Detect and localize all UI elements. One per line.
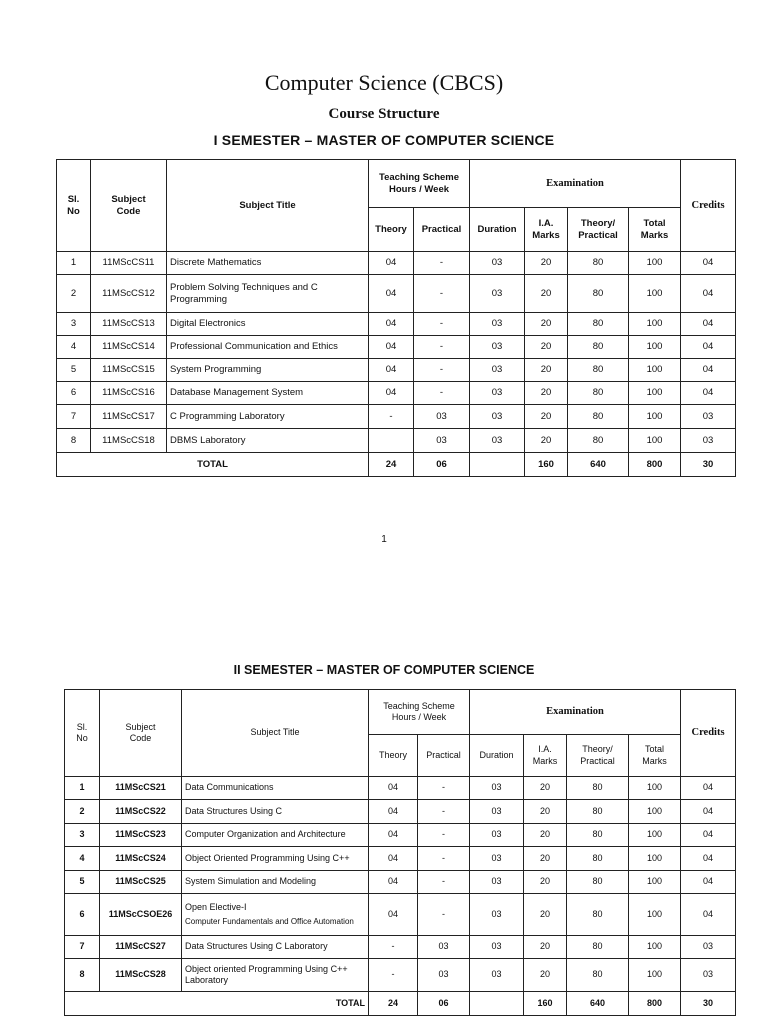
semester-1-heading: I SEMESTER – MASTER OF COMPUTER SCIENCE xyxy=(213,132,555,148)
cell-ia: 20 xyxy=(525,252,568,275)
header-practical: Practical xyxy=(418,735,470,777)
cell-code: 11MScCS25 xyxy=(100,871,182,894)
cell-total: 100 xyxy=(629,382,681,405)
cell-tp: 80 xyxy=(568,359,629,382)
cell-code: 11MScCS13 xyxy=(91,313,167,336)
total-practical: 06 xyxy=(418,992,470,1016)
cell-credits: 04 xyxy=(681,359,736,382)
table-row xyxy=(65,936,736,959)
cell-credits: 04 xyxy=(681,847,736,871)
total-marks: 800 xyxy=(629,453,681,477)
header-practical: Practical xyxy=(414,208,470,252)
header-credits: Credits xyxy=(681,690,736,777)
semester-2-header xyxy=(65,690,736,777)
cell-practical: 03 xyxy=(414,429,470,453)
cell-total: 100 xyxy=(629,359,681,382)
cell-tp: 80 xyxy=(568,336,629,359)
header-theory-practical: Theory/ Practical xyxy=(567,735,629,777)
header-theory: Theory xyxy=(369,735,418,777)
cell-tp: 80 xyxy=(568,313,629,336)
document-title: Computer Science (CBCS) xyxy=(264,70,504,95)
cell-ia: 20 xyxy=(524,777,567,800)
header-ia-marks: I.A. Marks xyxy=(524,735,567,777)
cell-credits: 04 xyxy=(681,824,736,847)
header-ia-marks: I.A. Marks xyxy=(525,208,568,252)
cell-sl: 1 xyxy=(57,252,91,275)
semester-2-table xyxy=(64,689,736,1016)
total-practical: 06 xyxy=(414,453,470,477)
table-row xyxy=(65,800,736,824)
cell-practical: - xyxy=(414,382,470,405)
header-sl-no: Sl. No xyxy=(65,690,100,777)
cell-sl: 6 xyxy=(57,382,91,405)
cell-code: 11MScCS21 xyxy=(100,777,182,800)
header-total-marks: Total Marks xyxy=(629,735,681,777)
header-subject-title: Subject Title xyxy=(182,690,369,777)
cell-credits: 04 xyxy=(681,777,736,800)
cell-credits: 03 xyxy=(681,405,736,429)
total-credits: 30 xyxy=(681,453,736,477)
table-row xyxy=(57,429,736,453)
cell-theory: 04 xyxy=(369,313,414,336)
cell-tp: 80 xyxy=(567,847,629,871)
table-row xyxy=(57,313,736,336)
cell-theory: 04 xyxy=(369,359,414,382)
cell-total: 100 xyxy=(629,405,681,429)
header-sl-no: Sl. No xyxy=(57,160,91,252)
cell-theory: 04 xyxy=(369,777,418,800)
total-ia: 160 xyxy=(525,453,568,477)
cell-credits: 04 xyxy=(681,275,736,313)
cell-duration: 03 xyxy=(470,336,525,359)
cell-tp: 80 xyxy=(568,405,629,429)
cell-credits: 04 xyxy=(681,382,736,405)
cell-code: 11MScCS22 xyxy=(100,800,182,824)
header-examination: Examination xyxy=(470,690,681,735)
cell-ia: 20 xyxy=(524,824,567,847)
cell-tp: 80 xyxy=(567,777,629,800)
header-teaching-scheme: Teaching Scheme Hours / Week xyxy=(369,160,470,208)
cell-theory: - xyxy=(369,936,418,959)
cell-duration: 03 xyxy=(470,313,525,336)
cell-theory: - xyxy=(369,405,414,429)
cell-practical: - xyxy=(414,252,470,275)
page-number: 1 xyxy=(381,534,387,545)
table-row xyxy=(57,336,736,359)
table-row xyxy=(57,252,736,275)
cell-title: Object oriented Programming Using C++ Laboratory xyxy=(182,959,369,992)
cell-title: Open Elective-I Computer Fundamentals and Office Automation xyxy=(182,894,369,936)
cell-duration: 03 xyxy=(470,894,524,936)
cell-practical: - xyxy=(418,894,470,936)
cell-ia: 20 xyxy=(525,336,568,359)
cell-duration: 03 xyxy=(470,405,525,429)
cell-tp: 80 xyxy=(567,936,629,959)
cell-title: Data Communications xyxy=(182,777,369,800)
cell-duration: 03 xyxy=(470,824,524,847)
cell-sl: 4 xyxy=(57,336,91,359)
cell-sl: 7 xyxy=(57,405,91,429)
cell-theory: 04 xyxy=(369,800,418,824)
cell-sl: 8 xyxy=(65,959,100,992)
cell-sl: 2 xyxy=(57,275,91,313)
semester-1-footer xyxy=(57,453,736,477)
cell-duration: 03 xyxy=(470,252,525,275)
cell-sl: 5 xyxy=(65,871,100,894)
cell-duration: 03 xyxy=(470,382,525,405)
cell-title: Digital Electronics xyxy=(167,313,369,336)
cell-theory: 04 xyxy=(369,336,414,359)
cell-total: 100 xyxy=(629,824,681,847)
total-marks: 800 xyxy=(629,992,681,1016)
cell-sl: 1 xyxy=(65,777,100,800)
cell-credits: 04 xyxy=(681,336,736,359)
total-theory-practical: 640 xyxy=(568,453,629,477)
cell-duration: 03 xyxy=(470,959,524,992)
cell-ia: 20 xyxy=(525,275,568,313)
total-ia: 160 xyxy=(524,992,567,1016)
cell-code: 11MScCS24 xyxy=(100,847,182,871)
cell-theory: 04 xyxy=(369,847,418,871)
table-row xyxy=(57,275,736,313)
cell-code: 11MScCS11 xyxy=(91,252,167,275)
cell-tp: 80 xyxy=(568,382,629,405)
cell-duration: 03 xyxy=(470,871,524,894)
header-subject-code: Subject Code xyxy=(91,160,167,252)
table-row xyxy=(57,405,736,429)
cell-practical: - xyxy=(418,824,470,847)
header-theory-practical: Theory/ Practical xyxy=(568,208,629,252)
semester-1-body xyxy=(57,252,736,453)
cell-title: System Programming xyxy=(167,359,369,382)
cell-ia: 20 xyxy=(525,313,568,336)
cell-total: 100 xyxy=(629,936,681,959)
cell-tp: 80 xyxy=(567,871,629,894)
cell-title: Data Structures Using C xyxy=(182,800,369,824)
cell-code: 11MScCS14 xyxy=(91,336,167,359)
cell-theory: 04 xyxy=(369,894,418,936)
cell-tp: 80 xyxy=(567,800,629,824)
cell-credits: 03 xyxy=(681,936,736,959)
table-row xyxy=(57,382,736,405)
cell-ia: 20 xyxy=(524,894,567,936)
cell-tp: 80 xyxy=(568,429,629,453)
total-duration xyxy=(470,992,524,1016)
table-row xyxy=(65,871,736,894)
cell-duration: 03 xyxy=(470,429,525,453)
header-teaching-scheme: Teaching Scheme Hours / Week xyxy=(369,690,470,735)
table-row xyxy=(57,359,736,382)
cell-theory: 04 xyxy=(369,252,414,275)
semester-2-body xyxy=(65,777,736,992)
cell-title: Problem Solving Techniques and C Programming xyxy=(167,275,369,313)
semester-1-table xyxy=(56,159,736,477)
cell-duration: 03 xyxy=(470,800,524,824)
cell-practical: - xyxy=(418,847,470,871)
cell-total: 100 xyxy=(629,313,681,336)
cell-code: 11MScCS27 xyxy=(100,936,182,959)
cell-credits: 04 xyxy=(681,871,736,894)
cell-code: 11MScCS17 xyxy=(91,405,167,429)
table-row xyxy=(65,959,736,992)
cell-sl: 6 xyxy=(65,894,100,936)
cell-title: System Simulation and Modeling xyxy=(182,871,369,894)
header-duration: Duration xyxy=(470,208,525,252)
cell-ia: 20 xyxy=(525,382,568,405)
cell-practical: - xyxy=(418,871,470,894)
total-label: TOTAL xyxy=(57,453,369,477)
cell-ia: 20 xyxy=(525,405,568,429)
semester-1-header xyxy=(57,160,736,252)
cell-code: 11MScCS28 xyxy=(100,959,182,992)
cell-total: 100 xyxy=(629,336,681,359)
cell-code: 11MScCS18 xyxy=(91,429,167,453)
header-subject-title: Subject Title xyxy=(167,160,369,252)
cell-practical: - xyxy=(414,275,470,313)
cell-title: C Programming Laboratory xyxy=(167,405,369,429)
cell-ia: 20 xyxy=(524,847,567,871)
cell-title: Object Oriented Programming Using C++ xyxy=(182,847,369,871)
cell-practical: 03 xyxy=(418,959,470,992)
cell-ia: 20 xyxy=(525,429,568,453)
header-subject-code: Subject Code xyxy=(100,690,182,777)
cell-sl: 2 xyxy=(65,800,100,824)
cell-credits: 04 xyxy=(681,252,736,275)
cell-total: 100 xyxy=(629,847,681,871)
cell-sl: 3 xyxy=(65,824,100,847)
cell-ia: 20 xyxy=(524,959,567,992)
table-row xyxy=(65,824,736,847)
cell-duration: 03 xyxy=(470,847,524,871)
total-credits: 30 xyxy=(681,992,736,1016)
semester-2-footer xyxy=(65,992,736,1016)
cell-code: 11MScCSOE26 xyxy=(100,894,182,936)
cell-total: 100 xyxy=(629,252,681,275)
cell-total: 100 xyxy=(629,894,681,936)
cell-practical: 03 xyxy=(414,405,470,429)
cell-title: Database Management System xyxy=(167,382,369,405)
cell-title: Computer Organization and Architecture xyxy=(182,824,369,847)
cell-duration: 03 xyxy=(470,936,524,959)
cell-tp: 80 xyxy=(567,824,629,847)
cell-practical: - xyxy=(414,313,470,336)
cell-theory xyxy=(369,429,414,453)
header-total-marks: Total Marks xyxy=(629,208,681,252)
cell-theory: 04 xyxy=(369,275,414,313)
cell-practical: - xyxy=(418,777,470,800)
cell-sl: 3 xyxy=(57,313,91,336)
cell-title: Data Structures Using C Laboratory xyxy=(182,936,369,959)
cell-total: 100 xyxy=(629,800,681,824)
total-label: TOTAL xyxy=(65,992,369,1016)
cell-title: Discrete Mathematics xyxy=(167,252,369,275)
cell-title: Professional Communication and Ethics xyxy=(167,336,369,359)
cell-total: 100 xyxy=(629,777,681,800)
cell-theory: - xyxy=(369,959,418,992)
cell-sl: 8 xyxy=(57,429,91,453)
cell-sl: 4 xyxy=(65,847,100,871)
cell-theory: 04 xyxy=(369,824,418,847)
cell-code: 11MScCS12 xyxy=(91,275,167,313)
cell-duration: 03 xyxy=(470,275,525,313)
cell-total: 100 xyxy=(629,429,681,453)
cell-sl: 5 xyxy=(57,359,91,382)
header-credits: Credits xyxy=(681,160,736,252)
cell-code: 11MScCS15 xyxy=(91,359,167,382)
total-theory-practical: 640 xyxy=(567,992,629,1016)
cell-tp: 80 xyxy=(568,275,629,313)
cell-credits: 03 xyxy=(681,959,736,992)
document-subtitle: Course Structure xyxy=(328,106,440,122)
table-row xyxy=(65,847,736,871)
cell-practical: - xyxy=(414,336,470,359)
semester-2-heading: II SEMESTER – MASTER OF COMPUTER SCIENCE xyxy=(233,663,535,677)
cell-duration: 03 xyxy=(470,777,524,800)
cell-duration: 03 xyxy=(470,359,525,382)
cell-credits: 04 xyxy=(681,894,736,936)
cell-total: 100 xyxy=(629,275,681,313)
cell-practical: 03 xyxy=(418,936,470,959)
header-duration: Duration xyxy=(470,735,524,777)
header-examination: Examination xyxy=(470,160,681,208)
cell-tp: 80 xyxy=(567,894,629,936)
cell-practical: - xyxy=(418,800,470,824)
total-theory: 24 xyxy=(369,992,418,1016)
cell-theory: 04 xyxy=(369,382,414,405)
total-theory: 24 xyxy=(369,453,414,477)
cell-sl: 7 xyxy=(65,936,100,959)
total-duration xyxy=(470,453,525,477)
cell-theory: 04 xyxy=(369,871,418,894)
header-theory: Theory xyxy=(369,208,414,252)
cell-ia: 20 xyxy=(524,800,567,824)
cell-total: 100 xyxy=(629,959,681,992)
cell-code: 11MScCS23 xyxy=(100,824,182,847)
cell-total: 100 xyxy=(629,871,681,894)
table-row xyxy=(65,777,736,800)
cell-code: 11MScCS16 xyxy=(91,382,167,405)
cell-tp: 80 xyxy=(567,959,629,992)
cell-ia: 20 xyxy=(524,936,567,959)
table-row xyxy=(65,894,736,936)
cell-ia: 20 xyxy=(525,359,568,382)
cell-tp: 80 xyxy=(568,252,629,275)
cell-credits: 04 xyxy=(681,313,736,336)
cell-credits: 04 xyxy=(681,800,736,824)
cell-practical: - xyxy=(414,359,470,382)
cell-ia: 20 xyxy=(524,871,567,894)
cell-credits: 03 xyxy=(681,429,736,453)
cell-title: DBMS Laboratory xyxy=(167,429,369,453)
